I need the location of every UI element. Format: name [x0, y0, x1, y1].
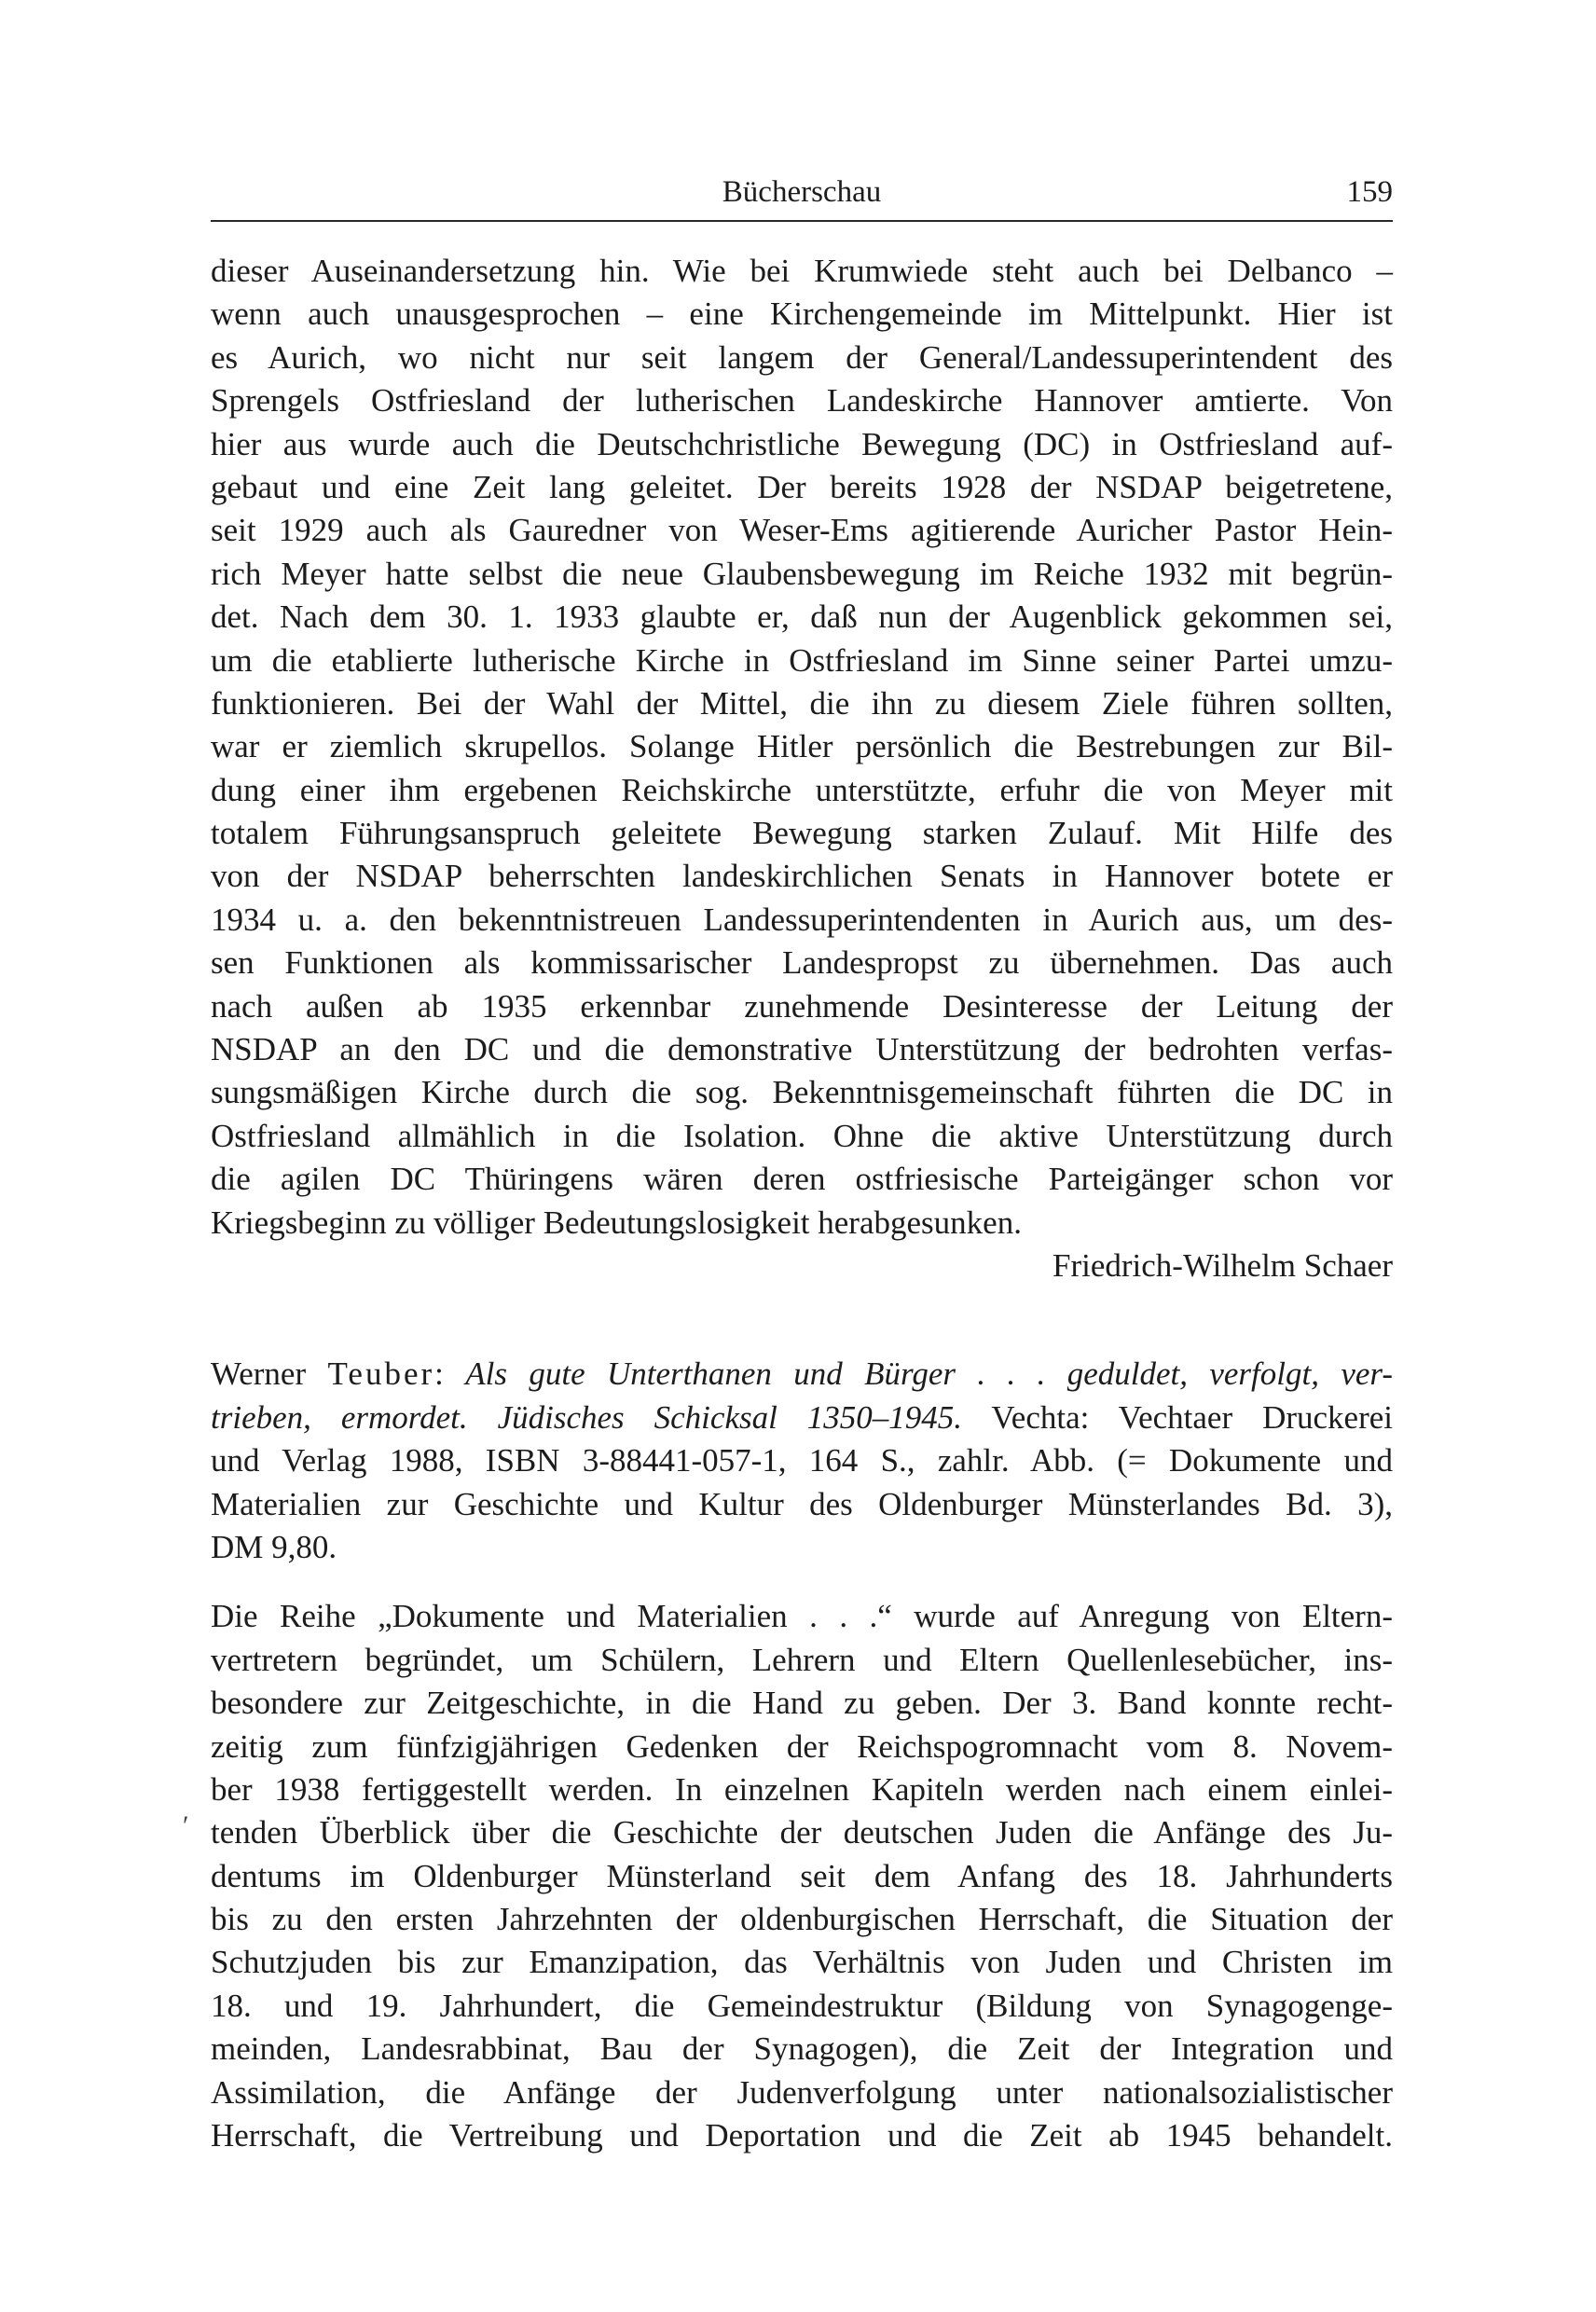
text-line: Ostfriesland allmählich in die Isolation. Ohne die aktive Unterstützung durch	[211, 1117, 1393, 1154]
text-line: die agilen DC Thüringens wären deren ostfriesische Parteigänger schon vor	[211, 1161, 1393, 1198]
citation-line: Materialien zur Geschichte und Kultur des Oldenburger Münsterlandes Bd. 3),	[211, 1485, 1393, 1522]
citation-line	[211, 1397, 1393, 1439]
text-line: Herrschaft, die Vertreibung und Deportation und die Zeit ab 1945 behandelt.	[211, 2117, 1393, 2154]
text-line: NSDAP an den DC und die demonstrative Unterstützung der bedrohten verfas-	[211, 1031, 1393, 1068]
text-line: funktionieren. Bei der Wahl der Mittel, die ihn zu diesem Ziele führen sollten,	[211, 684, 1393, 722]
citation-publisher: Vechta: Vechtaer Druckerei	[962, 1398, 1393, 1436]
header-rule	[211, 220, 1393, 222]
text-line: gebaut und eine Zeit lang geleitet. Der bereits 1928 der NSDAP beigetretene,	[211, 468, 1393, 505]
text-line: det. Nach dem 30. 1. 1933 glaubte er, daß nun der Augenblick gekommen sei,	[211, 599, 1393, 636]
text-line: von der NSDAP beherrschten landeskirchlichen Senats in Hannover botete er	[211, 858, 1393, 895]
citation-title: Als gute Unterthanen und Bürger . . . geduldet, verfolgt, ver-	[465, 1356, 1393, 1393]
text-line: tenden Überblick über die Geschichte der deutschen Juden die Anfänge des Ju-	[211, 1814, 1393, 1851]
review-body	[211, 1595, 1393, 2157]
margin-mark: ′	[183, 1810, 189, 1841]
text-line: hier aus wurde auch die Deutschchristliche Bewegung (DC) in Ostfriesland auf-	[211, 425, 1393, 462]
text-line: vertretern begründet, um Schülern, Lehrern und Eltern Quellenlesebücher, ins-	[211, 1641, 1393, 1678]
text-line: Schutzjuden bis zur Emanzipation, das Verhältnis von Juden und Christen im	[211, 1944, 1393, 1981]
citation-separator: :	[434, 1356, 466, 1393]
citation-author-surname: Teuber	[327, 1356, 435, 1393]
text-line: totalem Führungsanspruch geleitete Bewegung starken Zulauf. Mit Hilfe des	[211, 815, 1393, 852]
text-line: sen Funktionen als kommissarischer Landespropst zu übernehmen. Das auch	[211, 944, 1393, 982]
text-line: 1934 u. a. den bekenntnistreuen Landessuperintendenten in Aurich aus, um des-	[211, 901, 1393, 938]
text-line: Assimilation, die Anfänge der Judenverfolgung unter nationalsozialistischer	[211, 2073, 1393, 2111]
reviewer-signature: Friedrich-Wilhelm Schaer	[1053, 1246, 1393, 1284]
text-line: Sprengels Ostfriesland der lutherischen Landeskirche Hannover amtierte. Von	[211, 382, 1393, 420]
text-line: dieser Auseinandersetzung hin. Wie bei Krumwiede steht auch bei Delbanco –	[211, 253, 1393, 289]
text-line: wenn auch unausgesprochen – eine Kirchengemeinde im Mittelpunkt. Hier ist	[211, 296, 1393, 333]
paragraph-gap	[211, 1569, 1393, 1595]
text-line: um die etablierte lutherische Kirche in Ostfriesland im Sinne seiner Partei umzu-	[211, 641, 1393, 679]
text-line: seit 1929 auch als Gauredner von Weser-Ems agitierende Auricher Pastor Hein-	[211, 512, 1393, 549]
citation-line	[211, 1353, 1393, 1396]
text-line: sungsmäßigen Kirche durch die sog. Bekenntnisgemeinschaft führten die DC in	[211, 1074, 1393, 1111]
text-line: Die Reihe „Dokumente und Materialien . . .“ wurde auf Anregung von Eltern-	[211, 1598, 1393, 1635]
text-line: bis zu den ersten Jahrzehnten der oldenburgischen Herrschaft, die Situation der	[211, 1901, 1393, 1938]
text-line: meinden, Landesrabbinat, Bau der Synagogen), die Zeit der Integration und	[211, 2030, 1393, 2068]
text-line: Kriegsbeginn zu völliger Bedeutungslosigkeit herabgesunken.	[211, 1204, 1022, 1241]
text-line: besondere zur Zeitgeschichte, in die Hand zu geben. Der 3. Band konnte recht-	[211, 1685, 1393, 1722]
text-line: zeitig zum fünfzigjährigen Gedenken der Reichspogromnacht vom 8. Novem-	[211, 1727, 1393, 1765]
page-body	[211, 250, 1393, 2157]
citation-title: trieben, ermordet. Jüdisches Schicksal 1350–1945.	[211, 1398, 963, 1436]
citation-line: DM 9,80.	[211, 1528, 337, 1565]
review-continuation	[211, 250, 1393, 1287]
text-line: nach außen ab 1935 erkennbar zunehmende Desinteresse der Leitung der	[211, 987, 1393, 1025]
text-line: rich Meyer hatte selbst die neue Glaubensbewegung im Reiche 1932 mit begrün-	[211, 555, 1393, 592]
text-line: 18. und 19. Jahrhundert, die Gemeindestruktur (Bildung von Synagogenge-	[211, 1987, 1393, 2024]
text-line: war er ziemlich skrupellos. Solange Hitler persönlich die Bestrebungen zur Bil-	[211, 728, 1393, 765]
citation-author-first: Werner	[211, 1356, 328, 1393]
text-line: dung einer ihm ergebenen Reichskirche unterstützte, erfuhr die von Meyer mit	[211, 771, 1393, 808]
book-citation	[211, 1353, 1393, 1569]
text-line: es Aurich, wo nicht nur seit langem der General/Landessuperintendent des	[211, 338, 1393, 376]
citation-line: und Verlag 1988, ISBN 3-88441-057-1, 164 S., zahlr. Abb. (= Dokumente und	[211, 1442, 1393, 1479]
section-gap	[211, 1287, 1393, 1353]
page-number: 159	[1346, 175, 1393, 209]
running-head	[211, 168, 1393, 214]
text-line: dentums im Oldenburger Münsterland seit dem Anfang des 18. Jahrhunderts	[211, 1857, 1393, 1894]
text-line: ber 1938 fertiggestellt werden. In einzelnen Kapiteln werden nach einem einlei-	[211, 1770, 1393, 1808]
running-head-title: Bücherschau	[722, 175, 882, 209]
